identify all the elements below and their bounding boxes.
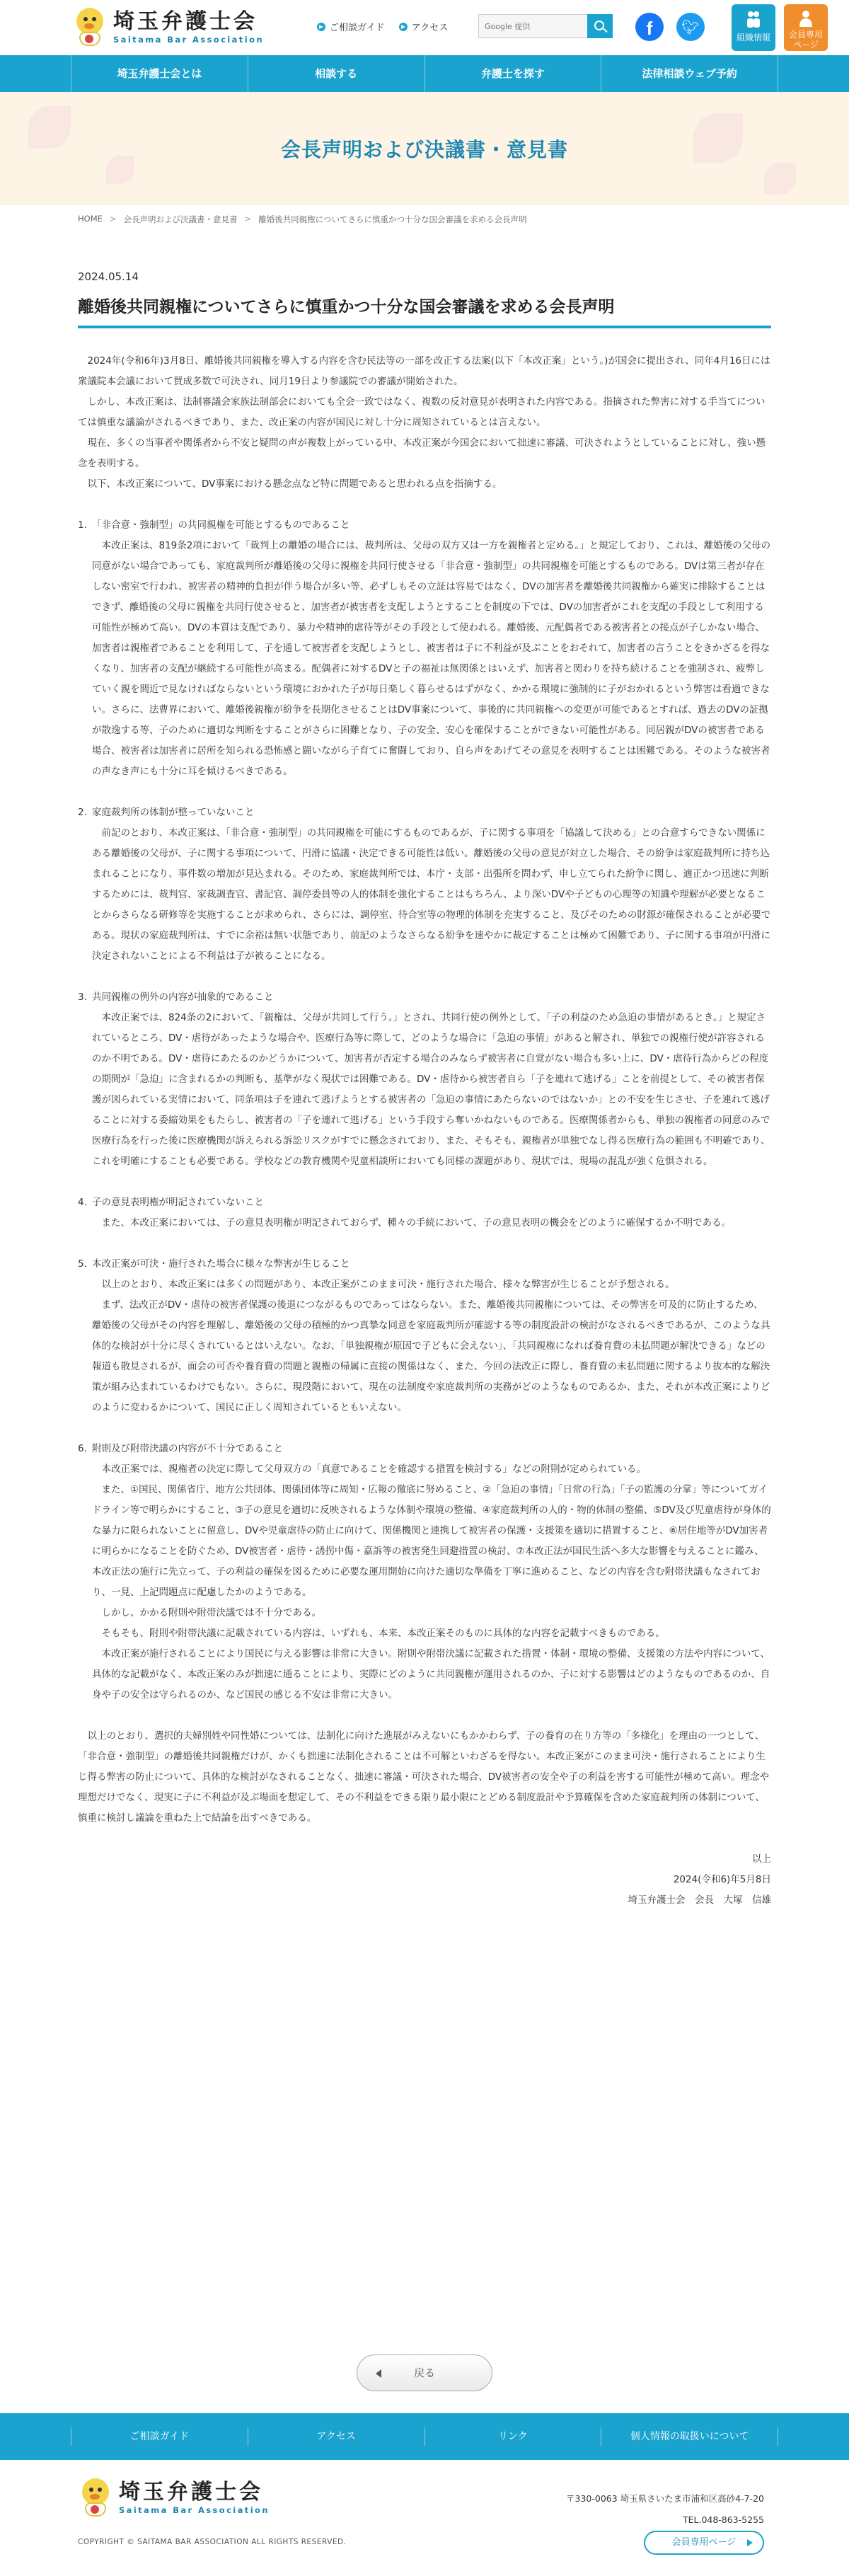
nav-about[interactable]: 埼玉弁護士会とは [71,55,248,92]
member-login-label-2: ページ [793,40,819,50]
section-heading: 「非合意・強制型」の共同親権を可能とするものであること [92,519,350,531]
article-title: 離婚後共同親権についてさらに慎重かつ十分な国会審議を求める会長声明 [78,294,771,328]
logo-en: Saitama Bar Association [113,35,264,45]
closing-text: 以上 [752,1853,771,1865]
footer-link-privacy[interactable]: 個人情報の取扱いについて [601,2427,778,2446]
intro-paragraph: しかし、本改正案は、法制審議会家族法制部会においても全会一致ではなく、複数の反対意見が表明された内容である。指摘された弊害に対する手当てについては慎重な議論がされるべきであり、また、改正案の内容が国民に対し十分に周知されているとは言えない。 [78,396,766,428]
arrow-circle-icon [399,23,408,31]
tel-text: TEL.048-863-5255 [682,2514,764,2525]
intro-paragraph: 2024年(令和6年)3月8日、離婚後共同親権を導入する内容を含む民法等の一部を改正する法案(以下「本改正案」という。)が国会に提出され、同年4月16日には衆議院本会議において賛成多数で可決され、同月19日より参議院での審議が開始された。 [78,355,770,387]
person-icon [798,10,814,28]
search-button[interactable] [587,14,613,38]
section-paragraph: また、本改正案においては、子の意見表明権が明記されておらず、種々の手続において、子の意見表明の機会をどのように確保するか不明である。 [101,1217,732,1229]
people-icon [746,10,761,28]
footer-logo[interactable] [76,2477,270,2519]
access-link[interactable] [399,20,449,33]
section-paragraph: 本改正案は、819条2項において「裁判上の離婚の場合には、裁判所は、父母の双方又は一方を親権者と定める。」と規定しており、これは、離婚後の父母の同意がない場合であっても、家庭裁判所が離婚後の父母に親権を共同行使させる「非合意・強制型」の共同親権を可能とするものである。DVは第三者が存在しない密室で行われ、被害者の精神的負担が伴う場合が多い等、必ずしもその立証は容易ではなく、DVの加害者を離婚後共同親権から確実に排除することはできず、離婚後の父母に親権を共同行使させると、加害者が被害者を支配しようとすることを制度の下では、DVの加害者がこれを支配の手段として利用する可能性が極めて高い。DVの本質は支配であり、暴力や精神的虐待等がその手段として使われる。離婚後、元配偶者である被害者との接点が子しかない場合、加害者は親権者であることを利用して、子を通して被害者を支配しようとし、被害者は子に不利益が及ぶことをおそれて、加害者の言うことをきかざるを得なくなり、加害者の支配が継続する可能性が高まる。配偶者に対するDVと子の福祉は無関係とはいえず、加害者と関わりを持ち続けることを強制され、疲弊していく親を間近で見なければならないという環境におかれた子が毎日楽しく暮らせるはずがなく、かかる環境に強制的に子がおかれるという弊害は看過できない。さらに、法曹界において、離婚後親権が紛争を長期化させることはDV事案について、事後的に共同親権への変更が可能であるとすれば、過去のDVの証拠が散逸する等、子のために適切な判断をすることがさらに困難となり、子の安全、安心を確保することができない可能性がある。同居親がDVの被害者である場合、被害者は加害者に居所を知られる恐怖感と闘いながら子育てに奮闘しており、自ら声をあげてその意見を表明することは困難である。そのような被害者の声なき声にも十分に耳を傾けるべきである。 [92,540,771,777]
breadcrumb-statements[interactable]: 会長声明および決議書・意見書 [123,214,238,224]
section-number: 1. [78,519,87,531]
arrow-circle-icon [317,23,325,31]
petal-decoration [764,163,796,195]
section-paragraph: しかし、かかる附則や附帯決議では不十分である。 [101,1607,321,1618]
facebook-icon[interactable]: f [635,13,664,41]
section-paragraph: 本改正案が施行されることにより国民に与える影響は非常に大きい。附則や附帯決議に記載された措置・体制・環境の整備、支援策の方法や内容について、具体的な記載がなく、本改正案のみが拙速に通ることにより、実際にどのように共同親権が運用されるのか、子に対する影響はどのようなものであるのか、自身や子の安全は守られるのか、など国民の感じる不安は非常に大きい。 [92,1648,770,1701]
global-nav [0,55,849,92]
org-info-label: 組織情報 [736,33,770,42]
consult-guide-link[interactable] [317,20,385,33]
nav-web-reservation[interactable]: 法律相談ウェブ予約 [601,55,778,92]
site-search [478,14,613,38]
breadcrumb [78,214,526,225]
nav-consult[interactable]: 相談する [248,55,424,92]
footer-link-access[interactable]: アクセス [248,2427,424,2446]
search-input[interactable] [478,14,587,38]
address-text: 〒330-0063 埼玉県さいたま市浦和区高砂4-7-20 [566,2493,764,2504]
footer-link-links[interactable]: リンク [424,2427,601,2446]
section-heading: 共同親権の例外の内容が抽象的であること [92,991,274,1003]
copyright: COPYRIGHT © SAITAMA BAR ASSOCIATION ALL RIGHTS RESERVED. [78,2538,347,2546]
search-icon [594,21,604,30]
section-4 [78,1192,771,1234]
twitter-icon[interactable]: 🐦︎ [676,13,705,41]
section-paragraph: また、①国民、関係省庁、地方公共団体、関係団体等に周知・広報の徹底に努めること、②「急迫の事情」「日常の行為」「子の監護の分掌」等についてガイドライン等で明らかにすること、③子の意見を適切に反映されるような体制や環境の整備、④家庭裁判所の人的・物的体制の整備、⑤DV及び児童虐待が身体的な暴力に限られないことに留意し、DVや児童虐待の防止に向けて、関係機関と連携して被害者の保護・支援策を適切に措置すること、⑥居住地等がDV加害者に明らかになることを防ぐため、DV被害者・虐待・誘拐中傷・嘉訴等の被害発生回避措置の検討、⑦本改正法が国民生活へ多大な影響を与えることに鑑み、本改正法の施行に先立って、子の利益の確保を図るために必要な運用開始に向けた適切な準備を丁寧に進めること、などの内容を含む附帯決議もなされており、一見、上記問題点に配慮したかのようである。 [92,1484,771,1598]
section-heading: 本改正案が可決・施行された場合に様々な弊害が生じること [92,1258,350,1270]
section-number: 4. [78,1197,87,1208]
member-login-label-1: 会員専用 [788,30,823,40]
section-paragraph: まず、法改正がDV・虐待の被害者保護の後退につながるものであってはならない。また、離婚後共同親権については、その弊害を可及的に防止するため、離婚後の父母がその内容を理解し、離婚後の父母の積極的かつ真摯な同意を家庭裁判所が確認する等の制度設計の検討がなされるべきであるが、このような具体的な検討が十分に尽くされているとはいえない。なお、「単独親権が原因で子どもに会えない」、「共同親権になれば養育費の未払問題が解決できる」などの報道も散見されるが、面会の可否や養育費の問題と親権の帰属に直接の関係はなく、また、今回の法改正に際し、養育費の未払問題に関するより抜本的な解決策が組み込まれているわけでもない。さらに、現段階において、現在の法制度や家庭裁判所の実務がどのようなものであるか、また、それが本改正案によりどのように変わるかについて、国民に正しく周知されているともいえない。 [92,1299,770,1413]
footer-logo-en: Saitama Bar Association [119,2505,270,2515]
back-button[interactable]: 戻る [357,2354,492,2391]
section-6 [78,1439,771,1706]
article-date: 2024.05.14 [78,270,139,283]
footer-logo-jp: 埼玉弁護士会 [119,2480,263,2505]
section-paragraph: 本改正案では、親権者の決定に際して父母双方の「真意であることを確認する措置を検討する」などの附則が定められている。 [101,1464,646,1475]
breadcrumb-separator: > [109,214,117,224]
footer-nav [0,2413,849,2460]
section-heading: 子の意見表明権が明記されていないこと [92,1197,264,1208]
breadcrumb-home[interactable]: HOME [78,214,103,224]
mascot-icon [76,2477,113,2519]
section-heading: 家庭裁判所の体制が整っていないこと [92,807,255,818]
section-paragraph: 以上のとおり、本改正案には多くの問題があり、本改正案がこのまま可決・施行された場合、様々な弊害が生じることが予想される。 [101,1279,675,1290]
article-body [78,351,771,1911]
nav-find-lawyer[interactable]: 弁護士を探す [424,55,601,92]
footer-member-button[interactable]: 会員専用ページ [644,2531,764,2555]
footer-link-guide[interactable]: ご相談ガイド [71,2427,248,2446]
intro-paragraph: 以下、本改正案について、DV事案における懸念点など特に問題であると思われる点を指摘する。 [87,478,502,490]
intro-paragraph: 現在、多くの当事者や関係者から不安と疑問の声が複数上がっている中、本改正案が今国会において拙速に審議、可決されようとしていることに対し、強い懸念を表明する。 [78,437,766,469]
section-number: 2. [78,807,87,818]
signature-name: 埼玉弁護士会 会長 大塚 信雄 [628,1894,771,1906]
section-5 [78,1254,771,1418]
access-label: アクセス [411,23,449,33]
section-paragraph: 前記のとおり、本改正案は、「非合意・強制型」の共同親権を可能にするものであるが、子に関する事項を「協議して決める」との合意すらできない関係にある離婚後の父母が、子に関する事項について、円滑に協議・決定できる可能性は低い。離婚後の父母の意見が対立した場合、その紛争は家庭裁判所に持ち込まれることになり、事件数の増加が見込まれる。そのため、家庭裁判所では、本庁・支部・出張所を問わず、申し立てられた紛争に関し、適正かつ迅速に判断するためには、裁判官、家裁調査官、書記官、調停委員等の人的体制を強化することはもちろん、より深いDVや子どもの心理等の知識や理解が必要となることからさらなる研修等を実施することが求められ、さらには、調停室、待合室等の物理的体制を充実すること、及びそのための財源が確保されることが必要である。現状の家庭裁判所は、すでに余裕は無い状態であり、前記のようなさらなる紛争を速やかに裁定することは極めて困難であり、子に関する事項が円滑に決定されないことによる不利益は子が被ることになる。 [92,827,771,962]
conclusion-paragraph: 以上のとおり、選択的夫婦別姓や同性婚については、法制化に向けた進展がみえないにもかかわらず、子の養育の在り方等の「多様化」を理由の一つとして、「非合意・強制型」の離婚後共同親権だけが、かくも拙速に法制化されることは不可解といわざるを得ない。本改正案がこのまま可決・施行されることにより生じ得る弊害の防止について、具体的な検討がなされることなく、拙速に審議・可決された場合、DV被害者の安全や子の利益を害する可能性が極めて高い。理念や理想だけでなく、現実に子に不利益が及ぶ場面を想定して、その不利益をできる限り最小限にとどめる制度設計や予算確保を含めた家庭裁判所の体制について、慎重に検討し議論を重ねた上で結論を出すべきである。 [78,1730,770,1824]
section-heading: 附則及び附帯決議の内容が不十分であること [92,1443,283,1454]
page-title: 会長声明および決議書・意見書 [280,138,568,161]
section-1 [78,515,771,782]
site-header [0,0,849,55]
section-number: 6. [78,1443,87,1454]
section-2 [78,803,771,967]
site-logo[interactable] [71,6,264,50]
section-number: 5. [78,1258,87,1270]
logo-jp: 埼玉弁護士会 [113,9,258,34]
page-hero [0,92,849,205]
section-paragraph: そもそも、附則や附帯決議に記載されている内容は、いずれも、本来、本改正案そのものに具体的な内容を記載すべきものである。 [101,1628,665,1639]
consult-guide-label: ご相談ガイド [330,23,385,33]
breadcrumb-separator: > [244,214,252,224]
signature-date: 2024(令和6)年5月8日 [673,1874,771,1885]
section-paragraph: 本改正案では、824条の2において、「親権は、父母が共同して行う。」とされ、共同行使の例外として、「子の利益のため急迫の事情があるとき。」と規定されているところ、DV・虐待があったような場合や、医療行為等に際して、どのような場合に「急迫の事情」があると解され、単独での親権行使が許容されるのか不明である。DV・虐待にあたるのかどうかについて、加害者が否定する場合のみならず被害者に自覚がない場合も多い上に、DV・虐待行為からどの程度の期間が「急迫」に含まれるかの判断も、基準がなく現状では困難である。DV・虐待から被害者自ら「子を連れて逃げる」ことを前提として、その被害者保護が図られている実情において、同条項は子を連れて逃げようとする被害者の「急迫の事情にあたらないのではないか」との不安を生じさせ、子を連れて逃げることに対する委縮効果をもたらし、被害者の「子を連れて逃げる」という手段すら奪いかねないものである。医療関係者からも、単独の親権者の同意のみで医療行為を行った後に医療機関が訴えられる訴訟リスクがすでに懸念されており、また、そもそも、親権者が単独でなし得る医療行為の範囲も不明確であり、これを明確にすることも必要である。学校などの教育機関や児童相談所においても同様の課題があり、現状では、現場の混乱が強く危惧される。 [92,1012,770,1167]
org-info-button[interactable] [732,4,775,51]
breadcrumb-current: 離婚後共同親権についてさらに慎重かつ十分な国会審議を求める会長声明 [258,214,527,224]
member-login-button[interactable] [784,4,828,51]
mascot-icon [71,6,108,49]
footer-address [566,2488,764,2531]
section-3 [78,987,771,1172]
section-number: 3. [78,991,87,1003]
